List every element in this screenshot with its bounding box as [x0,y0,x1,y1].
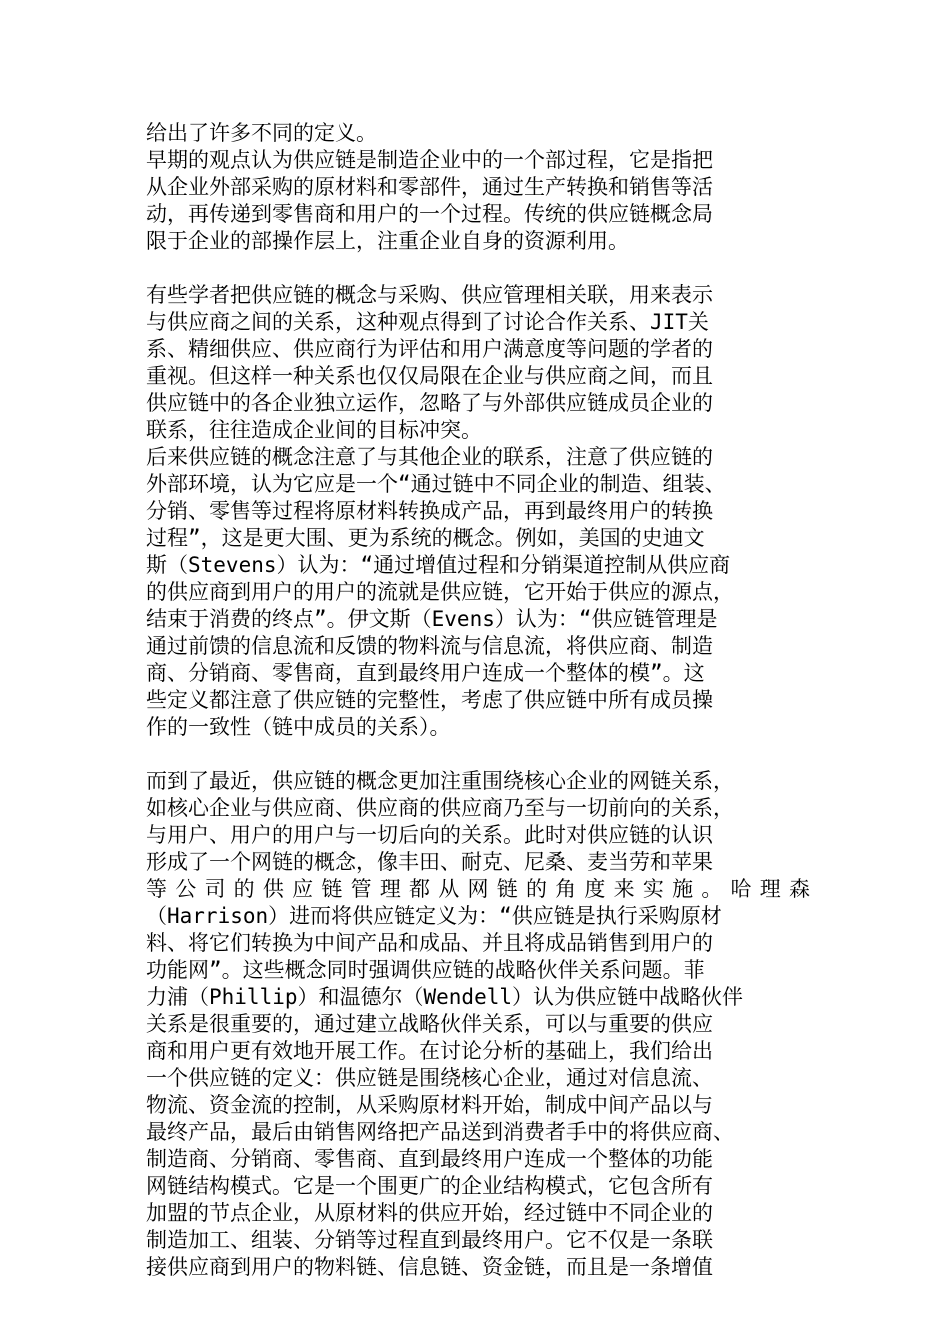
text-line: 早期的观点认为供应链是制造企业中的一个部过程，它是指把 [146,148,713,172]
text-line: （Harrison）进而将供应链定义为：“供应链是执行采购原材 [146,904,722,928]
text-line: 等公司的供应链管理都从网链的角度来实施。哈理森 [146,877,810,901]
text-line: 有些学者把供应链的概念与采购、供应管理相关联，用来表示 [146,283,713,307]
text-line: 重视。但这样一种关系也仅仅局限在企业与供应商之间，而且 [146,364,713,388]
text-line: 分销、零售等过程将原材料转换成产品，再到最终用户的转换 [146,499,713,523]
text-line: 与供应商之间的关系，这种观点得到了讨论合作关系、JIT关 [146,310,709,334]
text-line: 供应链中的各企业独立运作，忽略了与外部供应链成员企业的 [146,391,713,415]
text-line: 外部环境，认为它应是一个“通过链中不同企业的制造、组装、 [146,472,726,496]
text-line: 商、分销商、零售商，直到最终用户连成一个整体的模”。这 [146,661,705,685]
text-line: 给出了许多不同的定义。 [146,121,377,145]
text-line: 物流、资金流的控制，从采购原材料开始，制成中间产品以与 [146,1093,713,1117]
text-line: 制造加工、组装、分销等过程直到最终用户。它不仅是一条联 [146,1228,713,1252]
text-line: 关系是很重要的，通过建立战略伙伴关系，可以与重要的供应 [146,1012,713,1036]
text-line: 力浦（Phillip）和温德尔（Wendell）认为供应链中战略伙伴 [146,985,744,1009]
text-line: 形成了一个网链的概念，像丰田、耐克、尼桑、麦当劳和苹果 [146,850,713,874]
text-line: 最终产品，最后由销售网络把产品送到消费者手中的将供应商、 [146,1120,734,1144]
text-line: 系、精细供应、供应商行为评估和用户满意度等问题的学者的 [146,337,713,361]
text-line: 料、将它们转换为中间产品和成品、并且将成品销售到用户的 [146,931,713,955]
text-line: 接供应商到用户的物料链、信息链、资金链，而且是一条增值 [146,1255,713,1279]
text-line: 功能网”。这些概念同时强调供应链的战略伙伴关系问题。菲 [146,958,705,982]
text-line: 结束于消费的终点”。伊文斯（Evens）认为：“供应链管理是 [146,607,718,631]
text-line: 而到了最近，供应链的概念更加注重围绕核心企业的网链关系， [146,769,734,793]
text-line: 商和用户更有效地开展工作。在讨论分析的基础上，我们给出 [146,1039,713,1063]
text-line: 过程”，这是更大围、更为系统的概念。例如，美国的史迪文 [146,526,705,550]
blank-line [146,255,810,282]
text-line: 如核心企业与供应商、供应商的供应商乃至与一切前向的关系， [146,796,734,820]
text-line: 一个供应链的定义：供应链是围绕核心企业，通过对信息流、 [146,1066,713,1090]
text-line: 与用户、用户的用户与一切后向的关系。此时对供应链的认识 [146,823,713,847]
text-line: 的供应商到用户的用户的流就是供应链，它开始于供应的源点， [146,580,734,604]
text-line: 些定义都注意了供应链的完整性，考虑了供应链中所有成员操 [146,688,713,712]
text-line: 动，再传递到零售商和用户的一个过程。传统的供应链概念局 [146,202,713,226]
document-page [146,120,810,1281]
text-line: 加盟的节点企业，从原材料的供应开始，经过链中不同企业的 [146,1201,713,1225]
text-line: 作的一致性（链中成员的关系）。 [146,715,451,739]
text-line: 通过前馈的信息流和反馈的物料流与信息流，将供应商、制造 [146,634,713,658]
text-line: 联系，往往造成企业间的目标冲突。 [146,418,482,442]
blank-line [146,741,810,768]
text-line: 后来供应链的概念注意了与其他企业的联系，注意了供应链的 [146,445,713,469]
text-line: 制造商、分销商、零售商、直到最终用户连成一个整体的功能 [146,1147,713,1171]
text-line: 斯（Stevens）认为：“通过增值过程和分销渠道控制从供应商 [146,553,731,577]
text-line: 限于企业的部操作层上，注重企业自身的资源利用。 [146,229,629,253]
text-line: 网链结构模式。它是一个围更广的企业结构模式，它包含所有 [146,1174,713,1198]
text-line: 从企业外部采购的原材料和零部件，通过生产转换和销售等活 [146,175,713,199]
